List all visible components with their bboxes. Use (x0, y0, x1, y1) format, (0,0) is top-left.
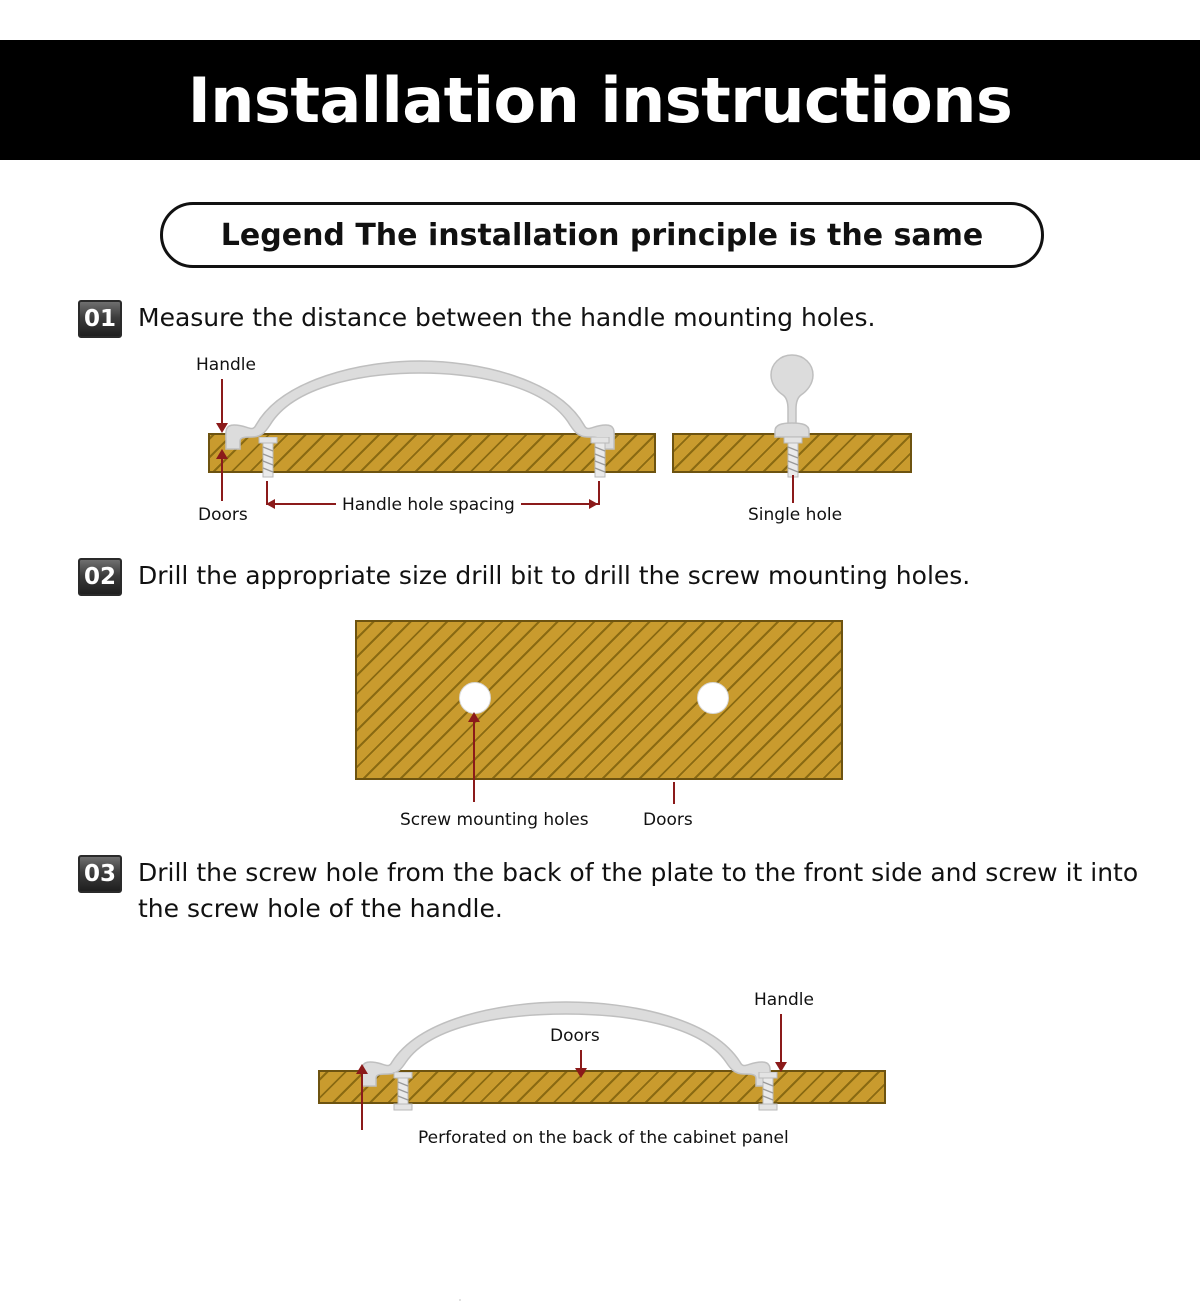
leader-arrow-screw-holes (468, 712, 480, 722)
door-panel (355, 620, 843, 780)
screw-icon (257, 437, 279, 483)
leader-line-handle (221, 379, 223, 425)
leader-arrow-doors (575, 1068, 587, 1078)
leader-arrow-doors (216, 449, 228, 459)
leader-line-screw-holes (473, 720, 475, 802)
step-02 (78, 558, 970, 596)
label-single-hole: Single hole (748, 505, 843, 525)
leader-line-single-hole (792, 475, 794, 503)
step-01-badge: 01 (78, 300, 122, 338)
header-bar (0, 40, 1200, 160)
step-01 (78, 300, 875, 338)
screw-hole-right (697, 682, 729, 714)
screw-icon (757, 1072, 779, 1116)
label-doors: Doors (643, 810, 693, 830)
step-03-heading (78, 855, 1158, 928)
leader-line-perforated (361, 1072, 363, 1130)
label-handle: Handle (754, 990, 814, 1010)
label-doors: Doors (198, 505, 248, 525)
step-02-badge: 02 (78, 558, 122, 596)
legend-text: Legend The installation principle is the same (220, 217, 984, 253)
label-handle-hole-spacing: Handle hole spacing (336, 495, 521, 515)
dim-tick-right (598, 481, 600, 505)
label-doors: Doors (550, 1026, 600, 1046)
label-handle: Handle (196, 355, 256, 375)
figure-step-03 (0, 980, 1200, 1170)
step-02-text: Drill the appropriate size drill bit to drill the screw mounting holes. (138, 561, 971, 590)
label-perforated: Perforated on the back of the cabinet panel (418, 1128, 789, 1148)
leader-arrow-handle (775, 1062, 787, 1072)
step-02-heading (78, 558, 970, 596)
dim-arrow-right (589, 499, 598, 509)
screw-hole-left (459, 682, 491, 714)
leader-line-doors (673, 782, 675, 804)
page-title: Installation instructions (187, 63, 1013, 137)
step-03-text: Drill the screw hole from the back of the plate to the front side and screw it into the screw hole of the handle. (138, 858, 1139, 924)
leader-line-handle (780, 1014, 782, 1064)
leader-arrow-perforated (356, 1064, 368, 1074)
dim-arrow-left (266, 499, 275, 509)
handle-arc-icon (348, 1000, 788, 1100)
step-01-text: Measure the distance between the handle mounting holes. (138, 303, 876, 332)
label-screw-mounting-holes: Screw mounting holes (400, 810, 589, 830)
leader-arrow-handle (216, 423, 228, 433)
figure-step-02 (0, 620, 1200, 845)
leader-line-doors (580, 1050, 582, 1070)
screw-icon (589, 437, 611, 483)
legend-banner (160, 202, 1044, 268)
screw-icon (392, 1072, 414, 1116)
knob-icon (757, 353, 827, 443)
step-03 (78, 855, 1158, 928)
figure-step-01 (0, 345, 1200, 545)
leader-line-doors (221, 457, 223, 501)
step-03-badge: 03 (78, 855, 122, 893)
step-01-heading (78, 300, 875, 338)
